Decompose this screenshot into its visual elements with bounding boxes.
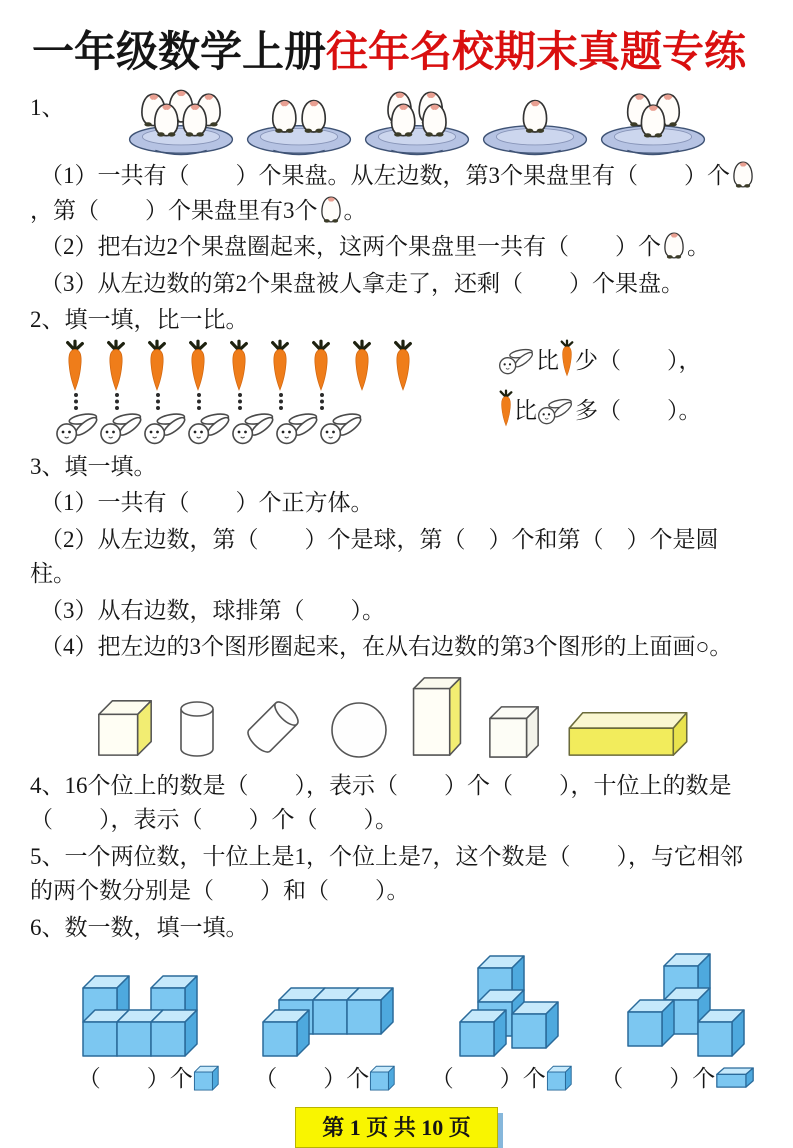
shape-cylinder: [178, 699, 216, 759]
carrot-icon: [310, 340, 332, 392]
shape-cylinder-tilted: [238, 695, 308, 759]
rabbit-icon: [231, 411, 277, 445]
q1-sub3: （3）从左边数的第2个果盘被人拿走了，还剩（ ）个果盘。: [40, 270, 684, 296]
block-count-blank: （ ）个: [60, 1062, 237, 1097]
block-structure-u-shape: [82, 975, 199, 1058]
match-dotted-line: [320, 393, 324, 410]
rabbit-icon: [99, 411, 145, 445]
carrot-icon: [351, 340, 373, 392]
fruit-plate: [243, 87, 355, 157]
rabbit-icon: [498, 347, 536, 375]
shape-cuboid-tall: [410, 673, 464, 759]
page-title: [32, 22, 763, 85]
block-structure-tee-shape: [623, 953, 746, 1058]
carrot-rabbit-figure: [30, 340, 763, 446]
bun-icon: [730, 160, 756, 189]
cube-icon: [546, 1065, 572, 1092]
fruit-plate: [125, 87, 237, 157]
fruit-plates-figure: [125, 87, 709, 157]
carrot-icon: [64, 340, 86, 392]
q6-label: 6、数一数，填一填。: [30, 914, 249, 940]
q1-sub2: （2）把右边2个果盘圈起来，这两个果盘里一共有（ ）个 。: [30, 230, 763, 265]
title-red: 往年名校期末真题专练: [326, 30, 747, 76]
block-captions-row: [60, 1062, 766, 1097]
q2-compare-line1: 比 少（ ），: [498, 340, 702, 379]
rabbit-icon: [55, 411, 101, 445]
rabbit-icon: [275, 411, 321, 445]
match-dotted-line: [238, 393, 242, 410]
q5-text: 5、一个两位数，十位上是1，个位上是7，这个数是（ ），与它相邻的两个数分别是（ ）和（ ）。: [30, 843, 743, 903]
carrot-icon: [228, 340, 250, 392]
shape-cube-yellow: [94, 695, 156, 759]
rabbit-icon: [319, 411, 365, 445]
bun-icon: [318, 195, 344, 224]
block-structures-figure: [82, 953, 746, 1058]
solid-shapes-figure: [94, 673, 763, 759]
bun-icon: [661, 231, 687, 260]
cube-icon: [369, 1065, 395, 1092]
q2-label: 2、填一填，比一比。: [30, 307, 249, 332]
carrot-icon: [498, 390, 514, 427]
carrot-icon: [105, 340, 127, 392]
match-dotted-line: [279, 393, 283, 410]
shape-cuboid-long: [564, 707, 692, 759]
block-count-blank: （ ）个: [413, 1062, 590, 1097]
shape-sphere: [330, 701, 388, 759]
q4-text: 4、16个位上的数是（ ），表示（ ）个（ ），十位上的数是（ ），表示（ ）个（ ）。: [30, 772, 732, 832]
carrot-icon: [269, 340, 291, 392]
carrot-icon: [187, 340, 209, 392]
q3-sub2: （2）从左边数，第（ ）个是球，第（ ）个和第（ ）个是圆柱。: [30, 526, 719, 586]
fruit-plate: [479, 87, 591, 157]
fruit-plate: [597, 87, 709, 157]
page-number-badge: 第 1 页 共 10 页: [295, 1107, 498, 1148]
match-dotted-line: [197, 393, 201, 410]
match-dotted-line: [115, 393, 119, 410]
block-count-blank: （ ）个: [590, 1062, 767, 1097]
block-structure-tower-l: [459, 955, 560, 1058]
block-structure-flat-l: [262, 987, 395, 1058]
q2-compare-line2: 比 多（ ）。: [498, 390, 702, 429]
compare-lines: [498, 340, 702, 441]
match-dotted-line: [74, 393, 78, 410]
q1-sub1: （1）一共有（ ）个果盘。从左边数，第3个果盘里有（ ）个，第（ ）个果盘里有3个 。: [30, 159, 763, 228]
title-black: 一年级数学上册: [32, 30, 327, 76]
q3-sub1: （1）一共有（ ）个正方体。: [40, 490, 374, 515]
match-dotted-line: [156, 393, 160, 410]
rabbit-icon: [537, 397, 575, 425]
question-1-header: [30, 91, 763, 157]
page-footer: [30, 1107, 763, 1148]
q1-number: 1、: [30, 95, 65, 120]
block-count-blank: （ ）个: [237, 1062, 414, 1097]
fruit-plate: [361, 87, 473, 157]
rabbit-icon: [187, 411, 233, 445]
carrot-icon: [559, 340, 575, 377]
cube-icon: [193, 1065, 219, 1092]
rabbit-icon: [143, 411, 189, 445]
q3-label: 3、填一填。: [30, 453, 157, 479]
q3-sub4: （4）把左边的3个图形圈起来，在从右边数的第3个图形的上面画○。: [40, 634, 733, 659]
q3-sub3: （3）从右边数，球排第（ ）。: [40, 597, 385, 623]
carrot-icon: [146, 340, 168, 392]
cuboid-icon: [715, 1066, 755, 1090]
carrot-icon: [392, 340, 414, 392]
shape-cube-white: [486, 703, 542, 759]
